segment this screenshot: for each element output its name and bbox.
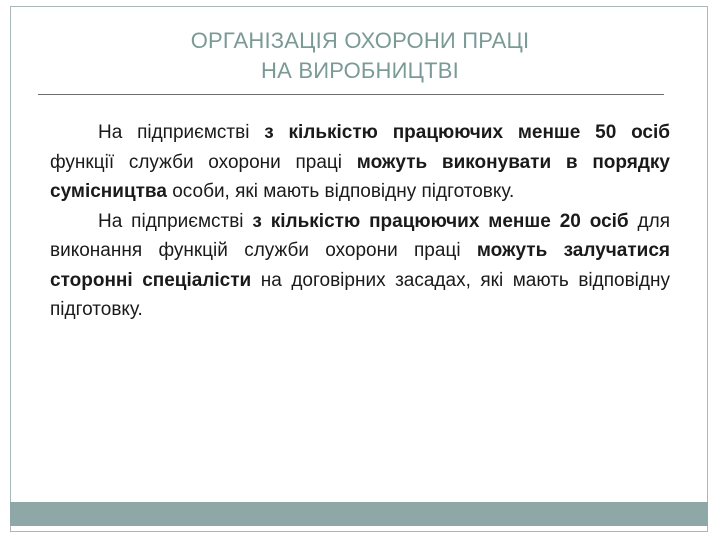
- paragraph-2: [50, 207, 670, 325]
- paragraph-2-emphasis-1: з кількістю працюючих менше 20 осіб: [252, 210, 629, 232]
- paragraph-2-text-2: для виконання функцій служби охорони праці: [50, 210, 671, 261]
- paragraph-1-emphasis-1: з кількістю працюючих менше 50 осіб: [264, 122, 671, 143]
- paragraph-2-text-1: На підприємстві: [98, 210, 253, 232]
- paragraph-2-text-3: на договірних засадах, які мають відповідну підготовку.: [50, 269, 670, 320]
- paragraph-2-emphasis-2: можуть залучатися сторонні спеціалісти: [50, 240, 670, 291]
- paragraph-1-text-1: На підприємстві: [98, 122, 265, 143]
- paragraph-1-text-3: особи, які мають відповідну підготовку.: [166, 181, 515, 202]
- paragraph-1: [50, 118, 670, 207]
- paragraph-1-text-2: функції служби охорони праці: [50, 151, 357, 173]
- title-line-1: ОРГАНІЗАЦІЯ ОХОРОНИ ПРАЦІ: [190, 28, 530, 53]
- slide-title: [0, 26, 720, 86]
- footer-bar: [10, 502, 708, 526]
- paragraph-1-emphasis-2: можуть виконувати в порядку сумісництва: [50, 151, 670, 202]
- slide-body: [50, 118, 670, 325]
- title-line-2: НА ВИРОБНИЦТВІ: [261, 58, 459, 83]
- title-divider: [38, 94, 664, 95]
